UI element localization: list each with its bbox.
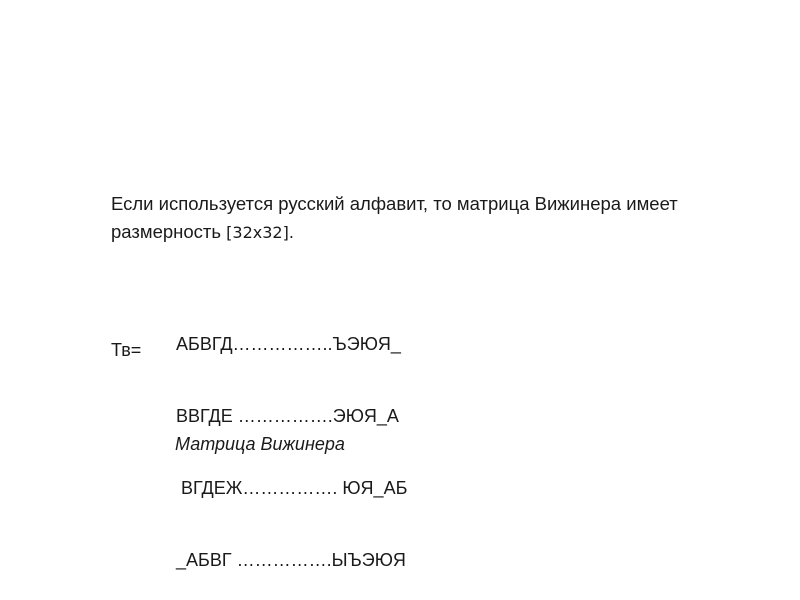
matrix-label: Тв= xyxy=(111,340,142,360)
matrix-row-1: АБВГД……………..ЪЭЮЯ_ xyxy=(176,334,401,354)
matrix-dimensions: [32x32]. xyxy=(226,223,294,242)
matrix-caption: Матрица Вижинера xyxy=(175,434,345,454)
intro-text: Если используется русский алфавит, то матрица Вижинера имеет размерность xyxy=(111,193,678,242)
matrix-row-4: _АБВГ …………….ЫЪЭЮЯ xyxy=(176,550,406,570)
intro-paragraph xyxy=(111,190,751,247)
matrix-row-3: ВГДЕЖ……………. ЮЯ_АБ xyxy=(176,478,408,498)
matrix-row-2: ВВГДЕ …………….ЭЮЯ_А xyxy=(176,406,399,426)
